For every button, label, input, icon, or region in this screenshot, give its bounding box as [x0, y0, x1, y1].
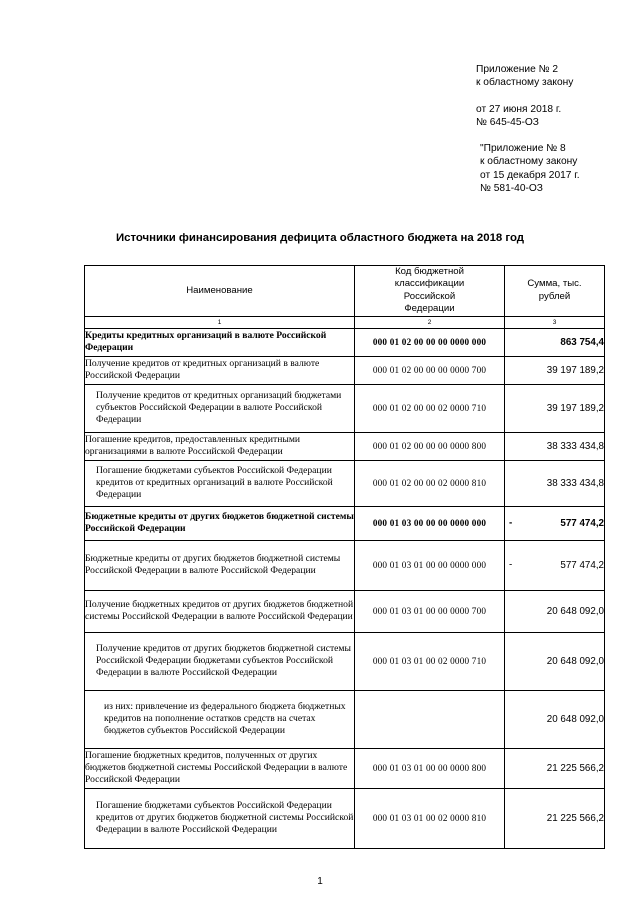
- appendix-line: к областному закону: [476, 77, 574, 89]
- original-appendix-line: к областному закону: [480, 156, 578, 168]
- row-amount: [505, 432, 605, 460]
- column-header-name: Наименование: [85, 266, 355, 317]
- amount-value: 20 648 092,0: [546, 713, 604, 725]
- row-code: 000 01 02 00 00 00 0000 800: [355, 432, 505, 460]
- column-number: 1: [85, 316, 355, 328]
- table-row: [85, 540, 605, 590]
- amount-value: 20 648 092,0: [546, 655, 604, 667]
- minus-sign: -: [509, 517, 513, 529]
- table-row: [85, 632, 605, 690]
- row-code: 000 01 02 00 00 02 0000 710: [355, 384, 505, 432]
- table-row: [85, 328, 605, 356]
- row-amount: [505, 590, 605, 632]
- row-code: 000 01 03 01 00 02 0000 710: [355, 632, 505, 690]
- row-code: 000 01 02 00 00 00 0000 700: [355, 356, 505, 384]
- row-amount: [505, 384, 605, 432]
- row-name: Получение кредитов от других бюджетов бюджетной системы Российской Федерации бюджетами субъектов Российской Федерации в валюте Российской Федерации: [85, 632, 355, 690]
- row-amount: [505, 356, 605, 384]
- original-appendix-line: "Приложение № 8: [480, 143, 566, 154]
- minus-sign: -: [509, 559, 513, 571]
- row-name: Бюджетные кредиты от других бюджетов бюджетной системы Российской Федерации в валюте Российской Федерации: [85, 540, 355, 590]
- row-code: 000 01 03 01 00 00 0000 800: [355, 748, 505, 788]
- table-row: [85, 356, 605, 384]
- table-row: [85, 590, 605, 632]
- row-name: из них: привлечение из федерального бюджета бюджетных кредитов на пополнение остатков средств на счетах бюджетов субъектов Российской Федерации: [85, 690, 355, 748]
- row-name: Получение бюджетных кредитов от других бюджетов бюджетной системы Российской Федерации в валюте Российской Федерации: [85, 590, 355, 632]
- law-date-line: от 27 июня 2018 г.: [476, 103, 562, 115]
- row-code: 000 01 03 01 00 02 0000 810: [355, 788, 505, 848]
- column-number: 3: [505, 316, 605, 328]
- table-row: [85, 460, 605, 506]
- row-name: Получение кредитов от кредитных организаций бюджетами субъектов Российской Федерации в валюте Российской Федерации: [85, 384, 355, 432]
- law-number-line: № 645-45-ОЗ: [476, 117, 539, 129]
- amount-value: 21 225 566,2: [546, 762, 604, 774]
- row-name: Бюджетные кредиты от других бюджетов бюджетной системы Российской Федерации: [85, 506, 355, 540]
- original-appendix-line: от 15 декабря 2017 г.: [480, 169, 580, 181]
- amount-value: 38 333 434,8: [546, 477, 604, 489]
- row-code: 000 01 03 01 00 00 0000 700: [355, 590, 505, 632]
- appendix-line: Приложение № 2: [476, 64, 559, 75]
- amount-value: 39 197 189,2: [546, 364, 604, 376]
- column-header-amount: Сумма, тыс. рублей: [505, 266, 605, 317]
- original-appendix-reference: [480, 142, 580, 196]
- document-title: Источники финансирования дефицита областного бюджета на 2018 год: [115, 232, 525, 244]
- column-header-code: Код бюджетной классификации Российской Федерации: [355, 266, 505, 317]
- row-amount: [505, 632, 605, 690]
- row-amount: [505, 328, 605, 356]
- row-code: 000 01 02 00 00 00 0000 000: [355, 328, 505, 356]
- amount-value: 21 225 566,2: [546, 812, 604, 824]
- row-code: [355, 690, 505, 748]
- row-code: 000 01 02 00 00 02 0000 810: [355, 460, 505, 506]
- amount-value: 38 333 434,8: [546, 440, 604, 452]
- page-number: 1: [317, 876, 323, 887]
- row-code: 000 01 03 00 00 00 0000 000: [355, 506, 505, 540]
- original-appendix-line: № 581-40-ОЗ: [480, 183, 543, 195]
- row-amount: [505, 540, 605, 590]
- row-code: 000 01 03 01 00 00 0000 000: [355, 540, 505, 590]
- column-number: 2: [355, 316, 505, 328]
- table-header-row: [85, 266, 605, 317]
- row-amount: [505, 460, 605, 506]
- amount-value: 39 197 189,2: [546, 402, 604, 414]
- amount-value: 863 754,4: [560, 336, 604, 348]
- table-row: [85, 432, 605, 460]
- amount-value: 577 474,2: [560, 559, 604, 571]
- amount-value: 20 648 092,0: [546, 605, 604, 617]
- table-row: [85, 690, 605, 748]
- row-name: Погашение бюджетами субъектов Российской Федерации кредитов от других бюджетов бюджетной системы Российской Федерации в валюте Российской Федерации: [85, 788, 355, 848]
- row-name: Получение кредитов от кредитных организаций в валюте Российской Федерации: [85, 356, 355, 384]
- table-row: [85, 788, 605, 848]
- row-name: Погашение бюджетами субъектов Российской Федерации кредитов от кредитных организаций в валюте Российской Федерации: [85, 460, 355, 506]
- row-amount: [505, 788, 605, 848]
- row-amount: [505, 506, 605, 540]
- row-name: Погашение кредитов, предоставленных кредитными организациями в валюте Российской Федерации: [85, 432, 355, 460]
- row-name: Погашение бюджетных кредитов, полученных от других бюджетов бюджетной системы Российской Федерации в валюте Российской Федерации: [85, 748, 355, 788]
- row-amount: [505, 748, 605, 788]
- table-row: [85, 506, 605, 540]
- row-amount: [505, 690, 605, 748]
- appendix-reference: [476, 63, 573, 130]
- table-row: [85, 384, 605, 432]
- amount-value: 577 474,2: [560, 517, 604, 529]
- row-name: Кредиты кредитных организаций в валюте Российской Федерации: [85, 328, 355, 356]
- deficit-sources-table: [84, 265, 605, 849]
- column-number-row: [85, 316, 605, 328]
- table-row: [85, 748, 605, 788]
